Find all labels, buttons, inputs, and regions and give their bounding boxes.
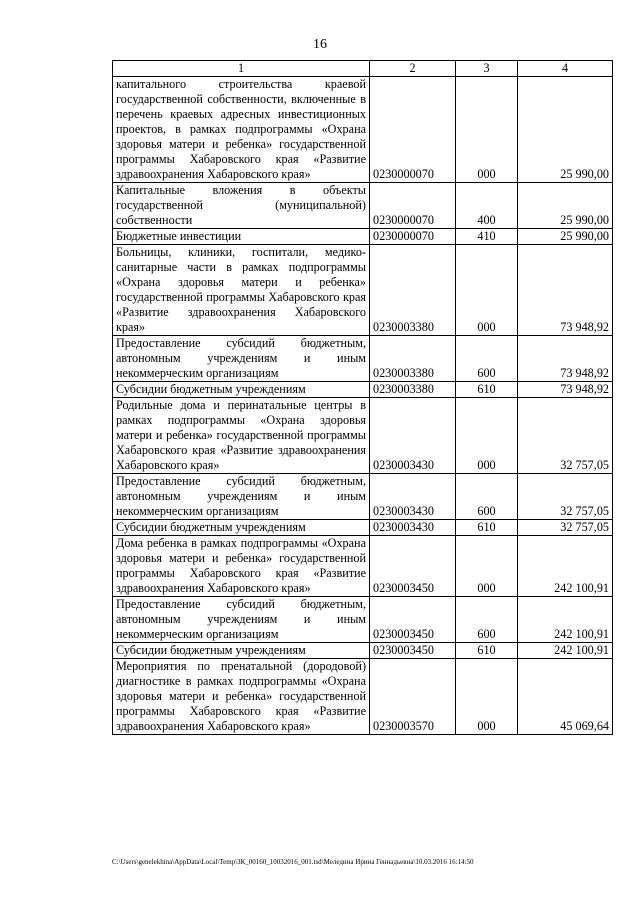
row-expense-type: 000 <box>456 536 518 597</box>
table-row <box>113 336 613 382</box>
row-amount: 73 948,92 <box>518 382 613 398</box>
table-header-row <box>113 61 613 77</box>
table-row <box>113 229 613 245</box>
row-amount: 242 100,91 <box>518 597 613 643</box>
column-header-2: 2 <box>370 61 456 77</box>
row-expense-type: 400 <box>456 183 518 229</box>
row-amount: 25 990,00 <box>518 229 613 245</box>
table-row <box>113 659 613 735</box>
row-description: капитального строительства краевой государственной собственности, включенные в перечень краевых адресных инвестиционных проектов, в рамках подпрограммы «Охрана здоровья матери и ребенка» государственной программы Хабаровского края «Развитие здравоохранения Хабаровского края» <box>113 77 370 183</box>
row-description: Капитальные вложения в объекты государственной (муниципальной) собственности <box>113 183 370 229</box>
row-description: Субсидии бюджетным учреждениям <box>113 520 370 536</box>
row-code: 0230003450 <box>370 597 456 643</box>
row-description: Субсидии бюджетным учреждениям <box>113 643 370 659</box>
row-amount: 45 069,64 <box>518 659 613 735</box>
row-amount: 32 757,05 <box>518 398 613 474</box>
row-description: Дома ребенка в рамках подпрограммы «Охрана здоровья матери и ребенка» государственной программы Хабаровского края «Развитие здравоохранения Хабаровского края» <box>113 536 370 597</box>
row-expense-type: 610 <box>456 520 518 536</box>
row-expense-type: 610 <box>456 643 518 659</box>
row-code: 0230003570 <box>370 659 456 735</box>
row-description: Больницы, клиники, госпитали, медико-санитарные части в рамках подпрограммы «Охрана здоровья матери и ребенка» государственной программы Хабаровского края «Развитие здравоохранения Хабаровского края» <box>113 245 370 336</box>
row-amount: 73 948,92 <box>518 336 613 382</box>
row-code: 0230000070 <box>370 77 456 183</box>
table-row <box>113 520 613 536</box>
table-row <box>113 245 613 336</box>
budget-table <box>112 60 613 735</box>
row-code: 0230003380 <box>370 336 456 382</box>
column-header-4: 4 <box>518 61 613 77</box>
row-amount: 25 990,00 <box>518 183 613 229</box>
row-amount: 32 757,05 <box>518 474 613 520</box>
column-header-1: 1 <box>113 61 370 77</box>
row-expense-type: 000 <box>456 398 518 474</box>
row-description: Предоставление субсидий бюджетным, автономным учреждениям и иным некоммерческим организациям <box>113 597 370 643</box>
row-code: 0230003450 <box>370 643 456 659</box>
row-amount: 25 990,00 <box>518 77 613 183</box>
table-row <box>113 382 613 398</box>
table-row <box>113 643 613 659</box>
row-code: 0230003430 <box>370 474 456 520</box>
row-expense-type: 610 <box>456 382 518 398</box>
table-row <box>113 183 613 229</box>
row-description: Бюджетные инвестиции <box>113 229 370 245</box>
row-description: Предоставление субсидий бюджетным, автономным учреждениям и иным некоммерческим организациям <box>113 336 370 382</box>
row-expense-type: 600 <box>456 597 518 643</box>
row-description: Предоставление субсидий бюджетным, автономным учреждениям и иным некоммерческим организациям <box>113 474 370 520</box>
table-row <box>113 77 613 183</box>
row-expense-type: 410 <box>456 229 518 245</box>
table-row <box>113 474 613 520</box>
row-description: Мероприятия по пренатальной (дородовой) диагностике в рамках подпрограммы «Охрана здоровья матери и ребенка» государственной программы Хабаровского края «Развитие здравоохранения Хабаровского края» <box>113 659 370 735</box>
row-description: Родильные дома и перинатальные центры в рамках подпрограммы «Охрана здоровья матери и ребенка» государственной программы Хабаровского края «Развитие здравоохранения Хабаровского края» <box>113 398 370 474</box>
table-row <box>113 536 613 597</box>
row-expense-type: 600 <box>456 474 518 520</box>
row-expense-type: 600 <box>456 336 518 382</box>
column-header-3: 3 <box>456 61 518 77</box>
row-description: Субсидии бюджетным учреждениям <box>113 382 370 398</box>
page-number: 16 <box>313 37 327 52</box>
table-row <box>113 398 613 474</box>
row-expense-type: 000 <box>456 245 518 336</box>
row-code: 0230000070 <box>370 183 456 229</box>
row-amount: 32 757,05 <box>518 520 613 536</box>
row-code: 0230000070 <box>370 229 456 245</box>
row-code: 0230003430 <box>370 520 456 536</box>
row-expense-type: 000 <box>456 659 518 735</box>
file-path-footer: C:\Users\genelekhina\AppData\Local\Temp\ЗК_00160_10032016_001.tsd\Меледина Ирина Геннадьевна\10.03.2016 16:14:50 <box>112 858 474 866</box>
row-code: 0230003380 <box>370 245 456 336</box>
row-amount: 242 100,91 <box>518 536 613 597</box>
row-code: 0230003450 <box>370 536 456 597</box>
row-amount: 73 948,92 <box>518 245 613 336</box>
row-expense-type: 000 <box>456 77 518 183</box>
row-amount: 242 100,91 <box>518 643 613 659</box>
row-code: 0230003430 <box>370 398 456 474</box>
table-row <box>113 597 613 643</box>
row-code: 0230003380 <box>370 382 456 398</box>
